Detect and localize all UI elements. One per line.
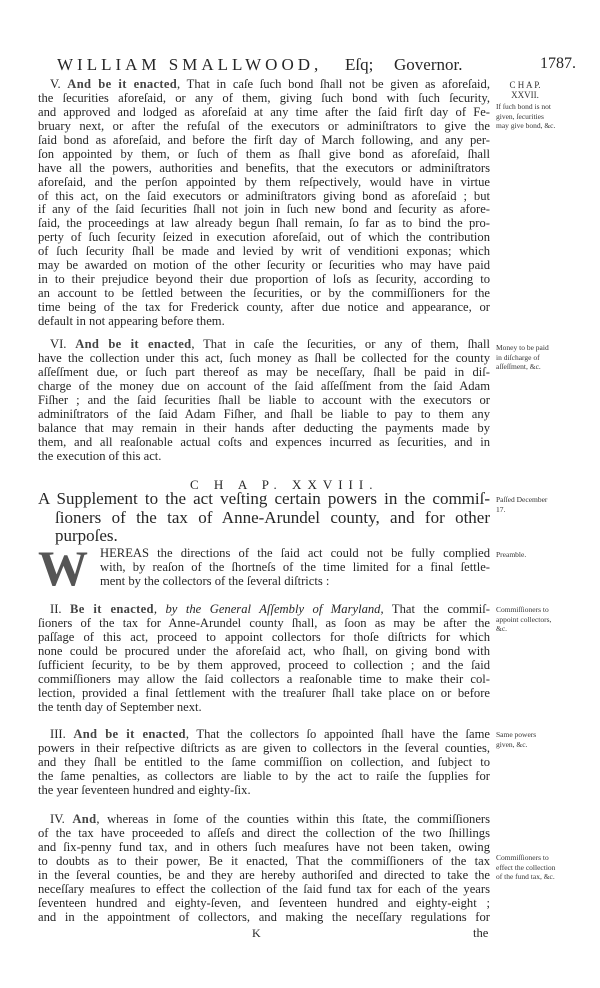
paragraph-line: and they ſhall be entitled to the ſame commiſſion on collection, and ſubject to	[38, 754, 490, 769]
enacting-authority: , by the General Aſſembly of Maryland,	[153, 602, 384, 616]
paragraph-line	[38, 813, 490, 827]
margin-chapter-number	[500, 80, 550, 100]
paragraph-line: aforeſaid, and the perſon appointed by them reſpectively, would have in virtue	[38, 174, 490, 189]
paragraph-line: Fiſher ; and the ſaid ſecurities ſhall be liable to account with the executors or	[38, 392, 490, 407]
paragraph-line: paſſage of this act, proceed to appoint collectors for thoſe diſtricts for which	[38, 629, 490, 644]
paragraph-line: them, and all reaſonable actual coſts and expences incurred as ſecurities, and in	[38, 434, 490, 449]
paragraph-line: balance that may remain in their hands after deducting the payments made by	[38, 420, 490, 435]
section-number: VI.	[50, 337, 76, 351]
paragraph-line: and in the appointment of collectors, and making the neceſſary regulations for	[38, 909, 490, 924]
paragraph-line: powers in their reſpective diſtricts as are given to collectors in the ſeveral counties,	[38, 740, 490, 755]
line-text: , That in caſe the ſecurities, or any of them, ſhall	[191, 337, 490, 351]
line-text: , whereas in ſome of the counties within this ſtate, the commiſſioners	[96, 812, 491, 826]
paragraph-line: the year ſeventeen hundred and eighty-ſix.	[38, 782, 251, 797]
paragraph-line: and approved and lodged as aforeſaid at any time after the ſaid firſt day of Fe-	[38, 104, 490, 119]
paragraph-line: ſioners of the tax for Anne-Arundel county ſhall, as ſoon as may be after the	[38, 615, 490, 630]
paragraph-line: of this act, on the ſaid executors or adminiſtrators giving bond as aforeſaid ; but	[38, 188, 490, 203]
paragraph-line: of the tax have proceeded to aſſeſs and direct the collection of the two ſhillings	[38, 825, 490, 840]
paragraph-line	[38, 78, 490, 92]
paragraph-line: the execution of this act.	[38, 448, 162, 463]
margin-note: If ſuch bond is not given, ſecurities may give bond, &c.	[496, 102, 556, 130]
paragraph-line: in to their prejudice beyond their due proportion of loſs as ſecurity, according to	[38, 272, 490, 287]
paragraph-line: lection, provided a final ſettlement with the treaſurer ſhall take place on or before	[38, 685, 490, 700]
paragraph-line: neceſſary meaſures to effect the collection of the ſaid fund tax for each of the years	[38, 881, 490, 896]
enacting-clause: And	[72, 812, 97, 826]
section-VI-paragraph	[38, 338, 490, 463]
paragraph-line: ſeventeen hundred and eighty-ſeven, and ſeventeen hundred and eighty-eight ;	[38, 895, 490, 910]
margin-note: Same powers given, &c.	[496, 730, 537, 749]
paragraph-line: in the ſeveral counties, be and they are hereby authoriſed and directed to take the	[38, 867, 490, 882]
section-number: II.	[50, 602, 71, 616]
paragraph-line: the ſame penalties, as collectors are liable to by the act to raiſe the ſupplies for	[38, 768, 490, 783]
preamble-paragraph	[38, 540, 490, 596]
paragraph-line: of ſuch ſecurity ſhall be made and levied by writ of venditioni exponas; which	[38, 244, 490, 259]
section-number: IV.	[50, 812, 73, 826]
paragraph-line: may be awarded on motion of the other ſecurity or ſecurities who may have paid	[38, 258, 490, 273]
section-II-paragraph	[38, 603, 490, 715]
paragraph-line	[38, 603, 490, 617]
paragraph-line: default in not appearing before them.	[38, 313, 225, 328]
paragraph-line: none could be procured under the aforeſaid act, who ſhall, on giving bond with	[38, 643, 490, 658]
paragraph-line: adminiſtrators of the ſaid Adam Fiſher, and ſhall be liable to pay to them any	[38, 406, 490, 421]
margin-chap-num: XXVII.	[511, 90, 539, 100]
title-line: purpoſes.	[55, 526, 118, 545]
paragraph-line: ſaid, the proceedings at law already begun ſhall remain, ſo far as to bind the pro-	[38, 216, 490, 231]
enacting-clause: Be it enacted	[70, 602, 154, 616]
margin-note: Preamble.	[496, 550, 527, 559]
paragraph-line: charge of the money due on account of the ſaid aſſeſſment from the ſaid Adam	[38, 378, 490, 393]
section-V-paragraph	[38, 78, 490, 329]
paragraph-line: aſſeſſment due, or ſuch part thereof as may be neceſſary, ſhall be paid in diſ-	[38, 364, 490, 379]
paragraph-line: time being of the tax for Frederick county, after due notice and appearance, or	[38, 300, 490, 314]
line-text: , That the collectors ſo appointed ſhall have the ſame	[185, 727, 490, 741]
section-number: III.	[50, 727, 74, 741]
chapter-title	[38, 490, 490, 546]
paragraph-line: ment by the collectors of the ſeveral diſtricts :	[100, 573, 330, 588]
enacting-clause: And be it enacted	[67, 77, 178, 91]
margin-note: Paſſed December 17.	[496, 495, 548, 514]
margin-note: Commiſſioners to appoint collectors, &c.	[496, 605, 552, 633]
paragraph-line: the ſecurities aforeſaid, or any of them, giving ſuch bond with ſuch ſecurity,	[38, 90, 490, 105]
paragraph-line: commiſſioners may allow the ſaid collectors a reaſonable time to make their col-	[38, 671, 490, 686]
margin-chap-label: C H A P.	[509, 80, 541, 90]
catchword: the	[473, 926, 489, 940]
line-text: That the commiſ-	[383, 602, 490, 616]
paragraph-line: perty of ſuch ſecurity ſeized in execution aforeſaid, out of which the contribution	[38, 230, 490, 245]
running-head-esq: Eſq;	[345, 55, 374, 74]
paragraph-line	[38, 728, 490, 742]
paragraph-line: have all the powers, authorities and benefits, that the executors or adminiſtrators	[38, 160, 490, 175]
section-III-paragraph	[38, 728, 490, 798]
margin-note: Money to be paid in diſcharge of aſſeſſment, &c.	[496, 343, 549, 371]
running-head-title: Governor.	[394, 55, 463, 74]
margin-note: Commiſſioners to effect the collection of the fund tax, &c.	[496, 853, 556, 881]
paragraph-line	[38, 338, 490, 352]
paragraph-line: an account to be ſettled between the ſecurities, or by the commiſſioners for the	[38, 286, 490, 301]
signature-mark: K	[252, 926, 261, 940]
chapter-heading: C H A P. XXVIII.	[190, 477, 379, 492]
paragraph-line: if any of the ſaid ſecurities ſhall not join in ſuch new bond and ſecurity as afore-	[38, 202, 490, 217]
line-text: , That in caſe ſuch bond ſhall not be given as aforeſaid,	[177, 77, 491, 91]
section-number: V.	[50, 77, 68, 91]
enacting-clause: And be it enacted	[73, 727, 186, 741]
title-line: A Supplement to the act veſting certain powers in the commiſ-	[38, 489, 490, 508]
title-line: ſioners of the tax of Anne-Arundel county, and for other	[55, 507, 490, 527]
paragraph-line: ſaid bond as aforeſaid, and before the firſt day of March following, and any per-	[38, 132, 490, 147]
running-head-year: 1787.	[540, 55, 576, 72]
running-head-governor-name: WILLIAM SMALLWOOD,	[57, 55, 323, 74]
paragraph-line: have the collection under this act, ſuch money as ſhall be collected for the county	[38, 350, 490, 365]
paragraph-line: bruary next, or after the refuſal of the executors or adminiſtrators to give the	[38, 118, 490, 133]
paragraph-line: with, by reaſon of the ſhortneſs of the time limited for a final ſettle-	[100, 559, 490, 574]
paragraph-line: the tenth day of September next.	[38, 699, 202, 714]
enacting-clause: And be it enacted	[75, 337, 192, 351]
drop-cap: W	[38, 540, 88, 596]
paragraph-line: and ſix-penny fund tax, and in others ſuch meaſures have not been taken, owing	[38, 839, 490, 854]
paragraph-line: ſon appointed by them, or ſuch of them as ſhall give bond as aforeſaid, ſhall	[38, 146, 490, 161]
paragraph-line: HEREAS the directions of the ſaid act could not be fully complied	[100, 546, 490, 560]
paragraph-line: to doubts as to their power, Be it enacted, That the commiſſioners of the tax	[38, 853, 490, 868]
paragraph-line: ſufficient ſecurity, to be by them approved, proceed to collection ; and the ſaid	[38, 657, 490, 672]
section-IV-paragraph	[38, 813, 490, 925]
